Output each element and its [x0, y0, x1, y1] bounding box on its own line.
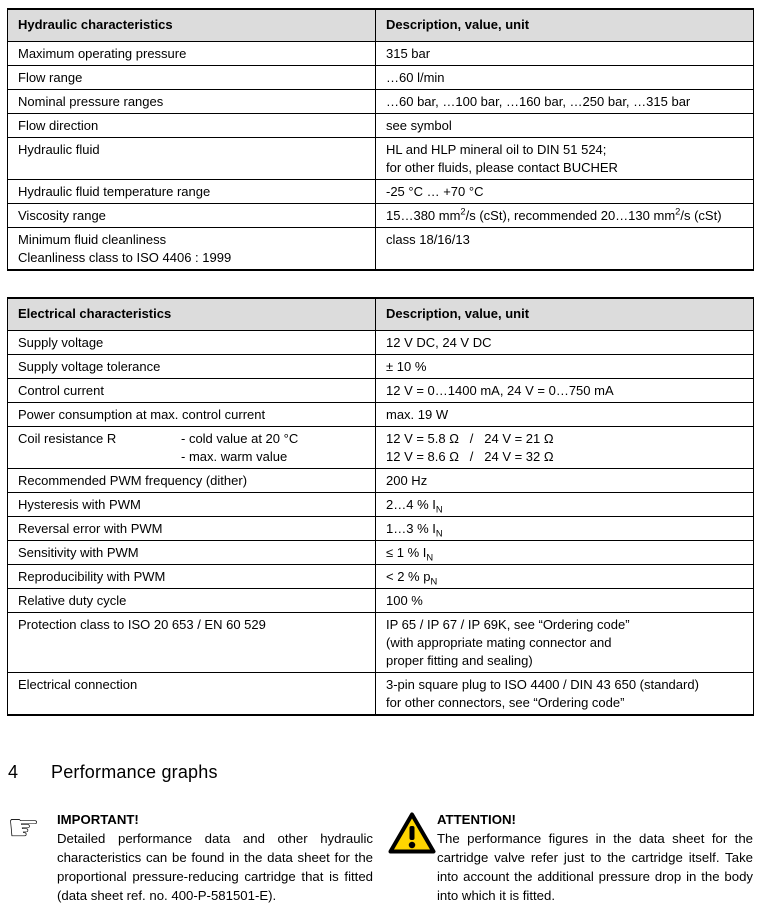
- cell-line: 2…4 % $I_N$: [386, 497, 443, 515]
- cell-line: Viscosity range: [18, 208, 106, 223]
- table-row: [8, 469, 754, 493]
- cell-line: 315 bar: [386, 46, 431, 61]
- cell-line: Relative duty cycle: [18, 593, 127, 608]
- table-header-row: [8, 298, 754, 331]
- notes-row: [7, 806, 753, 905]
- row-label: [8, 355, 376, 379]
- cell-line: 15…380 $mm^2/s$ (cSt), recommended 20…130 $mm^2/s$ (cSt): [386, 206, 722, 223]
- table-header-cell: Description, value, unit: [376, 9, 754, 42]
- row-value: [376, 403, 754, 427]
- cell-line: ± 10 %: [386, 359, 427, 374]
- table-row: [8, 403, 754, 427]
- attention-note: [387, 810, 753, 905]
- row-value: [376, 66, 754, 90]
- cell-line: Supply voltage tolerance: [18, 359, 161, 374]
- cell-line: …60 bar, …100 bar, …160 bar, …250 bar, …315 bar: [386, 94, 691, 109]
- cell-line: Maximum operating pressure: [18, 46, 187, 61]
- section-title: Performance graphs: [51, 762, 218, 782]
- row-label: [8, 138, 376, 180]
- cell-line: ≤ 1 % $I_N$: [386, 545, 434, 563]
- row-label: [8, 42, 376, 66]
- table-row: [8, 114, 754, 138]
- table-row: [8, 541, 754, 565]
- row-value: [376, 427, 754, 469]
- table-row: [8, 589, 754, 613]
- cell-line: …60 l/min: [386, 70, 445, 85]
- cell-line: Hydraulic fluid temperature range: [18, 184, 211, 199]
- row-label: [8, 517, 376, 541]
- row-value: [376, 493, 754, 517]
- cell-line: Power consumption at max. control current: [18, 407, 266, 422]
- row-label: [8, 90, 376, 114]
- cell-line: -25 °C … +70 °C: [386, 184, 484, 199]
- important-note: [7, 806, 373, 905]
- row-value: [376, 228, 754, 271]
- cell-line: max. 19 W: [386, 407, 449, 422]
- row-label: [8, 379, 376, 403]
- row-value: [376, 114, 754, 138]
- row-value: [376, 379, 754, 403]
- table-row: [8, 517, 754, 541]
- table-row: [8, 228, 754, 271]
- row-value: [376, 673, 754, 716]
- table-row: [8, 673, 754, 716]
- important-note-body: [57, 810, 373, 905]
- cell-line: Sensitivity with PWM: [18, 545, 139, 560]
- row-label: [8, 403, 376, 427]
- cell-line: HL and HLP mineral oil to DIN 51 524;: [386, 142, 607, 157]
- table-row: [8, 331, 754, 355]
- pointing-hand-icon: ☞: [7, 806, 41, 849]
- cell-line: Supply voltage: [18, 335, 104, 350]
- table-row: [8, 379, 754, 403]
- cell-line: for other connectors, see “Ordering code”: [386, 695, 625, 710]
- section-heading: [8, 762, 753, 783]
- row-value: [376, 589, 754, 613]
- row-label: [8, 228, 376, 271]
- cell-line: Electrical connection: [18, 677, 138, 692]
- table-row: [8, 613, 754, 673]
- cell-line: Nominal pressure ranges: [18, 94, 164, 109]
- table-row: [8, 493, 754, 517]
- table-row: [8, 66, 754, 90]
- table-header-cell: Hydraulic characteristics: [8, 9, 376, 42]
- table-row: [8, 204, 754, 228]
- row-value: [376, 355, 754, 379]
- cell-line: Flow direction: [18, 118, 99, 133]
- attention-note-title: ATTENTION!: [437, 812, 516, 827]
- cell-line: class 18/16/13: [386, 232, 470, 247]
- row-value: [376, 469, 754, 493]
- cell-line: 12 V = 8.6 Ω / 24 V = 32 Ω: [386, 449, 554, 464]
- row-label: [8, 589, 376, 613]
- row-label-text: [18, 430, 181, 466]
- cell-line: Reversal error with PWM: [18, 521, 163, 536]
- cell-line: Coil resistance R: [18, 431, 117, 446]
- row-label: [8, 66, 376, 90]
- cell-line: - cold value at 20 °C: [181, 431, 299, 446]
- row-value: [376, 517, 754, 541]
- cell-line: see symbol: [386, 118, 452, 133]
- row-label: [8, 114, 376, 138]
- cell-line: 3-pin square plug to ISO 4400 / DIN 43 650 (standard): [386, 677, 699, 692]
- table-row: [8, 565, 754, 589]
- row-value: [376, 180, 754, 204]
- row-label: [8, 493, 376, 517]
- cell-line: 12 V DC, 24 V DC: [386, 335, 492, 350]
- cell-line: 12 V = 0…1400 mA, 24 V = 0…750 mA: [386, 383, 614, 398]
- cell-line: 1…3 % $I_N$: [386, 521, 443, 539]
- table-row: [8, 90, 754, 114]
- cell-line: Minimum fluid cleanliness: [18, 232, 167, 247]
- cell-line: 12 V = 5.8 Ω / 24 V = 21 Ω: [386, 431, 554, 446]
- electrical-characteristics-table: [7, 297, 754, 716]
- row-label: [8, 673, 376, 716]
- row-sublabels: [181, 430, 365, 466]
- row-value: [376, 565, 754, 589]
- attention-note-body: [437, 810, 753, 905]
- cell-line: Protection class to ISO 20 653 / EN 60 529: [18, 617, 266, 632]
- cell-line: (with appropriate mating connector and: [386, 635, 612, 650]
- cell-line: 100 %: [386, 593, 423, 608]
- table-row: [8, 427, 754, 469]
- row-value: [376, 138, 754, 180]
- row-label: [8, 541, 376, 565]
- row-label: [8, 180, 376, 204]
- cell-line: Recommended PWM frequency (dither): [18, 473, 248, 488]
- important-note-title: IMPORTANT!: [57, 812, 139, 827]
- table-row: [8, 42, 754, 66]
- cell-line: Hydraulic fluid: [18, 142, 100, 157]
- row-label: [8, 565, 376, 589]
- warning-triangle-icon: [387, 810, 437, 905]
- table-row: [8, 138, 754, 180]
- section-number: 4: [8, 762, 19, 782]
- table-header-row: [8, 9, 754, 42]
- hydraulic-characteristics-table: [7, 8, 754, 271]
- cell-line: Reproducibility with PWM: [18, 569, 166, 584]
- important-note-text: Detailed performance data and other hydraulic characteristics can be found in the data sheet for the proportional pressure-reducing cartridge that is fitted (data sheet ref. no. 400-P-581501-E).: [57, 831, 373, 903]
- row-value: [376, 541, 754, 565]
- row-value: [376, 613, 754, 673]
- table-row: [8, 355, 754, 379]
- cell-line: Hysteresis with PWM: [18, 497, 141, 512]
- row-value: [376, 90, 754, 114]
- row-value: [376, 204, 754, 228]
- row-label: [8, 427, 376, 469]
- cell-line: Control current: [18, 383, 104, 398]
- cell-line: IP 65 / IP 67 / IP 69K, see “Ordering code”: [386, 617, 630, 632]
- row-label: [8, 331, 376, 355]
- row-label: [8, 469, 376, 493]
- cell-line: proper fitting and sealing): [386, 653, 533, 668]
- cell-line: for other fluids, please contact BUCHER: [386, 160, 618, 175]
- row-label: [8, 613, 376, 673]
- attention-note-text: The performance figures in the data sheet for the cartridge valve refer just to the cartridge itself. Take into account the additional pressure drop in the body into which it is fitted.: [437, 831, 753, 903]
- row-label: [8, 204, 376, 228]
- table-row: [8, 180, 754, 204]
- table-header-cell: Electrical characteristics: [8, 298, 376, 331]
- table-header-cell: Description, value, unit: [376, 298, 754, 331]
- cell-line: < 2 % $p_N$: [386, 569, 438, 587]
- cell-line: 200 Hz: [386, 473, 428, 488]
- row-value: [376, 331, 754, 355]
- row-value: [376, 42, 754, 66]
- cell-line: - max. warm value: [181, 449, 288, 464]
- cell-line: Cleanliness class to ISO 4406 : 1999: [18, 250, 232, 265]
- cell-line: Flow range: [18, 70, 83, 85]
